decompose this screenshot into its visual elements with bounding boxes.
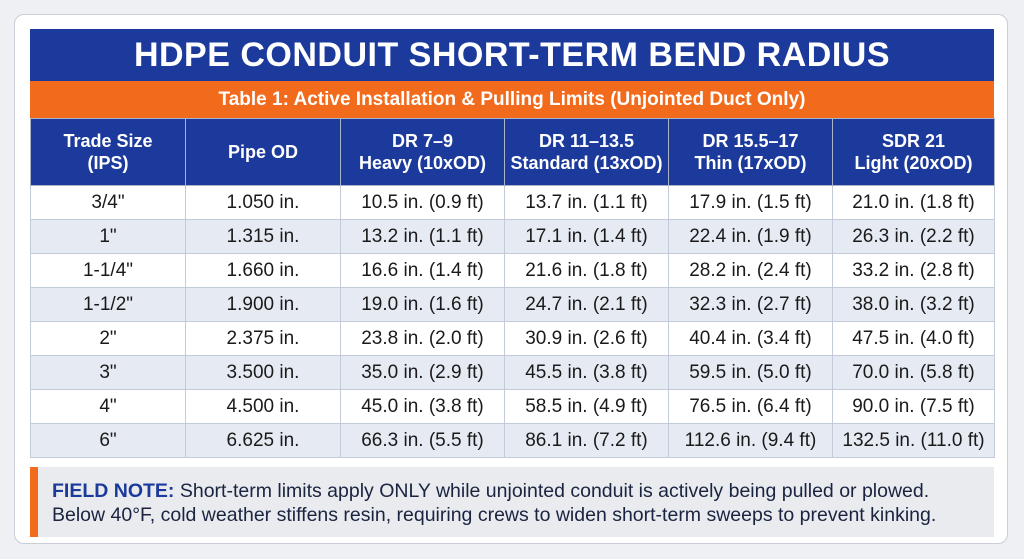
table-cell: 6" [31, 424, 186, 458]
table-cell: 16.6 in. (1.4 ft) [341, 254, 505, 288]
table-cell: 21.6 in. (1.8 ft) [505, 254, 669, 288]
column-header-dr-7-9: DR 7–9 Heavy (10xOD) [341, 119, 505, 186]
table-cell: 1.900 in. [186, 288, 341, 322]
table-row [31, 356, 995, 390]
table-cell: 17.1 in. (1.4 ft) [505, 220, 669, 254]
table-cell: 1-1/2" [31, 288, 186, 322]
table-row [31, 254, 995, 288]
table-cell: 47.5 in. (4.0 ft) [833, 322, 995, 356]
table-cell: 70.0 in. (5.8 ft) [833, 356, 995, 390]
table-cell: 30.9 in. (2.6 ft) [505, 322, 669, 356]
table-header-row [31, 119, 995, 186]
column-header-pipe-od: Pipe OD [186, 119, 341, 186]
table-cell: 1.660 in. [186, 254, 341, 288]
table-cell: 35.0 in. (2.9 ft) [341, 356, 505, 390]
table-cell: 23.8 in. (2.0 ft) [341, 322, 505, 356]
table-cell: 76.5 in. (6.4 ft) [669, 390, 833, 424]
table-cell: 10.5 in. (0.9 ft) [341, 186, 505, 220]
table-cell: 22.4 in. (1.9 ft) [669, 220, 833, 254]
table-cell: 2.375 in. [186, 322, 341, 356]
table-cell: 17.9 in. (1.5 ft) [669, 186, 833, 220]
table-cell: 3/4" [31, 186, 186, 220]
table-row [31, 220, 995, 254]
table-cell: 58.5 in. (4.9 ft) [505, 390, 669, 424]
column-header-sdr-21: SDR 21 Light (20xOD) [833, 119, 995, 186]
table-cell: 13.7 in. (1.1 ft) [505, 186, 669, 220]
table-cell: 132.5 in. (11.0 ft) [833, 424, 995, 458]
table-cell: 28.2 in. (2.4 ft) [669, 254, 833, 288]
table-cell: 40.4 in. (3.4 ft) [669, 322, 833, 356]
table-caption: Table 1: Active Installation & Pulling Limits (Unjointed Duct Only) [30, 81, 994, 118]
table-row [31, 390, 995, 424]
table-cell: 1.050 in. [186, 186, 341, 220]
table-cell: 45.0 in. (3.8 ft) [341, 390, 505, 424]
table-cell: 38.0 in. (3.2 ft) [833, 288, 995, 322]
table-cell: 26.3 in. (2.2 ft) [833, 220, 995, 254]
table-cell: 112.6 in. (9.4 ft) [669, 424, 833, 458]
table-cell: 33.2 in. (2.8 ft) [833, 254, 995, 288]
table-cell: 24.7 in. (2.1 ft) [505, 288, 669, 322]
column-header-dr-15-5-17: DR 15.5–17 Thin (17xOD) [669, 119, 833, 186]
table-row [31, 186, 995, 220]
table-cell: 3.500 in. [186, 356, 341, 390]
field-note-line-2: Below 40°F, cold weather stiffens resin, requiring crews to widen short-term sweeps to prevent kinking. [52, 504, 937, 526]
table-cell: 6.625 in. [186, 424, 341, 458]
table-cell: 1" [31, 220, 186, 254]
bend-radius-table [30, 118, 995, 458]
table-cell: 21.0 in. (1.8 ft) [833, 186, 995, 220]
table-cell: 59.5 in. (5.0 ft) [669, 356, 833, 390]
table-cell: 19.0 in. (1.6 ft) [341, 288, 505, 322]
field-note-line-1 [52, 479, 994, 503]
table-row [31, 424, 995, 458]
table-cell: 2" [31, 322, 186, 356]
table-row [31, 322, 995, 356]
field-note-text: Short-term limits apply ONLY while unjointed conduit is actively being pulled or plowed. [174, 480, 930, 502]
table-cell: 66.3 in. (5.5 ft) [341, 424, 505, 458]
table-cell: 45.5 in. (3.8 ft) [505, 356, 669, 390]
table-cell: 1.315 in. [186, 220, 341, 254]
column-header-dr-11-13-5: DR 11–13.5 Standard (13xOD) [505, 119, 669, 186]
field-note [30, 467, 994, 537]
table-cell: 3" [31, 356, 186, 390]
table-row [31, 288, 995, 322]
table-cell: 13.2 in. (1.1 ft) [341, 220, 505, 254]
table-cell: 1-1/4" [31, 254, 186, 288]
table-cell: 4" [31, 390, 186, 424]
table-cell: 32.3 in. (2.7 ft) [669, 288, 833, 322]
page-title: HDPE CONDUIT SHORT-TERM BEND RADIUS [30, 29, 994, 81]
table-cell: 86.1 in. (7.2 ft) [505, 424, 669, 458]
field-note-label: FIELD NOTE: [52, 480, 175, 502]
table-cell: 90.0 in. (7.5 ft) [833, 390, 995, 424]
table-cell: 4.500 in. [186, 390, 341, 424]
column-header-trade-size: Trade Size (IPS) [31, 119, 186, 186]
